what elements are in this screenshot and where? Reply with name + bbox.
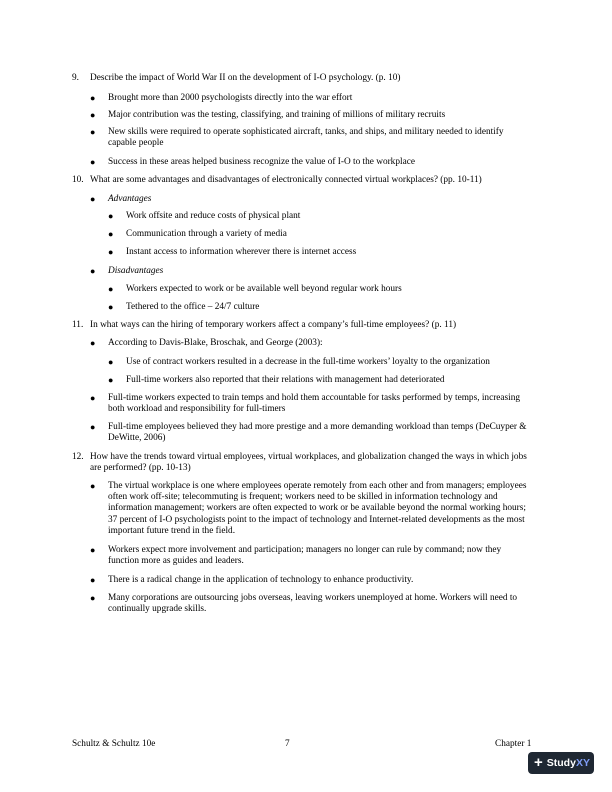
- bullet-icon: ●: [90, 545, 96, 555]
- bullet-icon: ●: [90, 110, 96, 120]
- list-item: ● Full-time workers expected to train temps and hold them accountable for tasks performed by temps, increasing both workload and responsibility for full-timers: [90, 393, 521, 415]
- question-text: Describe the impact of World War II on the development of I-O psychology. (p. 10): [90, 73, 401, 83]
- studyxy-badge[interactable]: [528, 752, 594, 774]
- question-text: In what ways can the hiring of temporary workers affect a company’s full-time employees? (p. 11): [90, 320, 457, 330]
- footer-book-title: Schultz & Schultz 10e: [72, 739, 156, 749]
- bullet-icon: ●: [108, 375, 114, 385]
- question-number: 12.: [72, 452, 84, 462]
- bullet-icon: ●: [108, 284, 114, 294]
- list-item: ● There is a radical change in the application of technology to enhance productivity.: [90, 575, 414, 585]
- bullet-icon: ●: [90, 93, 96, 103]
- bullet-icon: ●: [90, 194, 96, 204]
- bullet-icon: ●: [90, 266, 96, 276]
- list-item: ● Instant access to information wherever there is internet access: [108, 247, 357, 257]
- bullet-icon: ●: [90, 481, 96, 491]
- bullet-icon: ●: [90, 575, 96, 585]
- list-item: ● Workers expected to work or be available well beyond regular work hours: [108, 284, 402, 294]
- list-item: ● Full-time workers also reported that their relations with management had deteriorated: [108, 375, 445, 385]
- list-item: ● Brought more than 2000 psychologists directly into the war effort: [90, 93, 353, 103]
- list-item: ● The virtual workplace is one where employees operate remotely from each other and from managers; employees often work off-site; telecommuting is frequent; workers need to be skilled in information technology and information management; workers are often expected to work or be available beyond the normal working hours; 37 percent of I-O psychologists point to the impact of technology and Internet-related developments as the most important future trend in the field.: [90, 481, 527, 536]
- bullet-icon: ●: [108, 229, 114, 239]
- bullet-icon: ●: [108, 302, 114, 312]
- bullet-icon: ●: [90, 338, 96, 348]
- bullet-icon: ●: [90, 422, 96, 432]
- list-item: ● Success in these areas helped business recognize the value of I-O to the workplace: [90, 157, 415, 167]
- list-item: ● New skills were required to operate sophisticated aircraft, tanks, and ships, and military needed to identify capable people: [90, 127, 504, 149]
- footer-page-number: 7: [285, 739, 290, 749]
- question-12: [72, 452, 530, 474]
- bullet-icon: ●: [108, 211, 114, 221]
- list-item: ● Full-time employees believed they had more prestige and a more demanding workload than temps (DeCuyper & DeWitte, 2006): [90, 422, 527, 444]
- list-item: ● Communication through a variety of media: [108, 229, 287, 239]
- list-item: ● According to Davis-Blake, Broschak, and George (2003):: [90, 338, 323, 348]
- plus-icon: +: [534, 754, 543, 771]
- list-item: ● Workers expect more involvement and participation; managers no longer can rule by command; now they function more as guides and leaders.: [90, 545, 502, 567]
- bullet-icon: ●: [90, 393, 96, 403]
- bullet-icon: ●: [108, 247, 114, 257]
- question-number: 10.: [72, 175, 84, 185]
- list-item: ● Major contribution was the testing, classifying, and training of millions of military recruits: [90, 110, 446, 120]
- question-text: How have the trends toward virtual employees, virtual workplaces, and globalization changed the ways in which jobs are performed? (pp. 10-13): [90, 452, 527, 474]
- bullet-icon: ●: [90, 127, 96, 137]
- bullet-icon: ●: [90, 593, 96, 603]
- question-number: 11.: [72, 320, 84, 330]
- question-9: [72, 73, 530, 84]
- question-10: [72, 175, 530, 186]
- footer-chapter: Chapter 1: [495, 739, 532, 749]
- question-11: [72, 320, 530, 331]
- list-item: ● Tethered to the office – 24/7 culture: [108, 302, 260, 312]
- group-label: ● Disadvantages: [90, 266, 164, 276]
- list-item: ● Use of contract workers resulted in a decrease in the full-time workers’ loyalty to the organization: [108, 357, 490, 367]
- list-item: ● Many corporations are outsourcing jobs overseas, leaving workers unemployed at home. Workers will need to continually upgrade skills.: [90, 593, 518, 615]
- brand-name: Study: [546, 757, 576, 769]
- bullet-icon: ●: [108, 357, 114, 367]
- group-label: ● Advantages: [90, 194, 152, 204]
- bullet-icon: ●: [90, 157, 96, 167]
- question-text: What are some advantages and disadvantages of electronically connected virtual workplaces? (pp. 10-11): [90, 175, 482, 185]
- question-number: 9.: [72, 73, 79, 83]
- list-item: ● Work offsite and reduce costs of physical plant: [108, 211, 301, 221]
- brand-accent: XY: [575, 757, 590, 769]
